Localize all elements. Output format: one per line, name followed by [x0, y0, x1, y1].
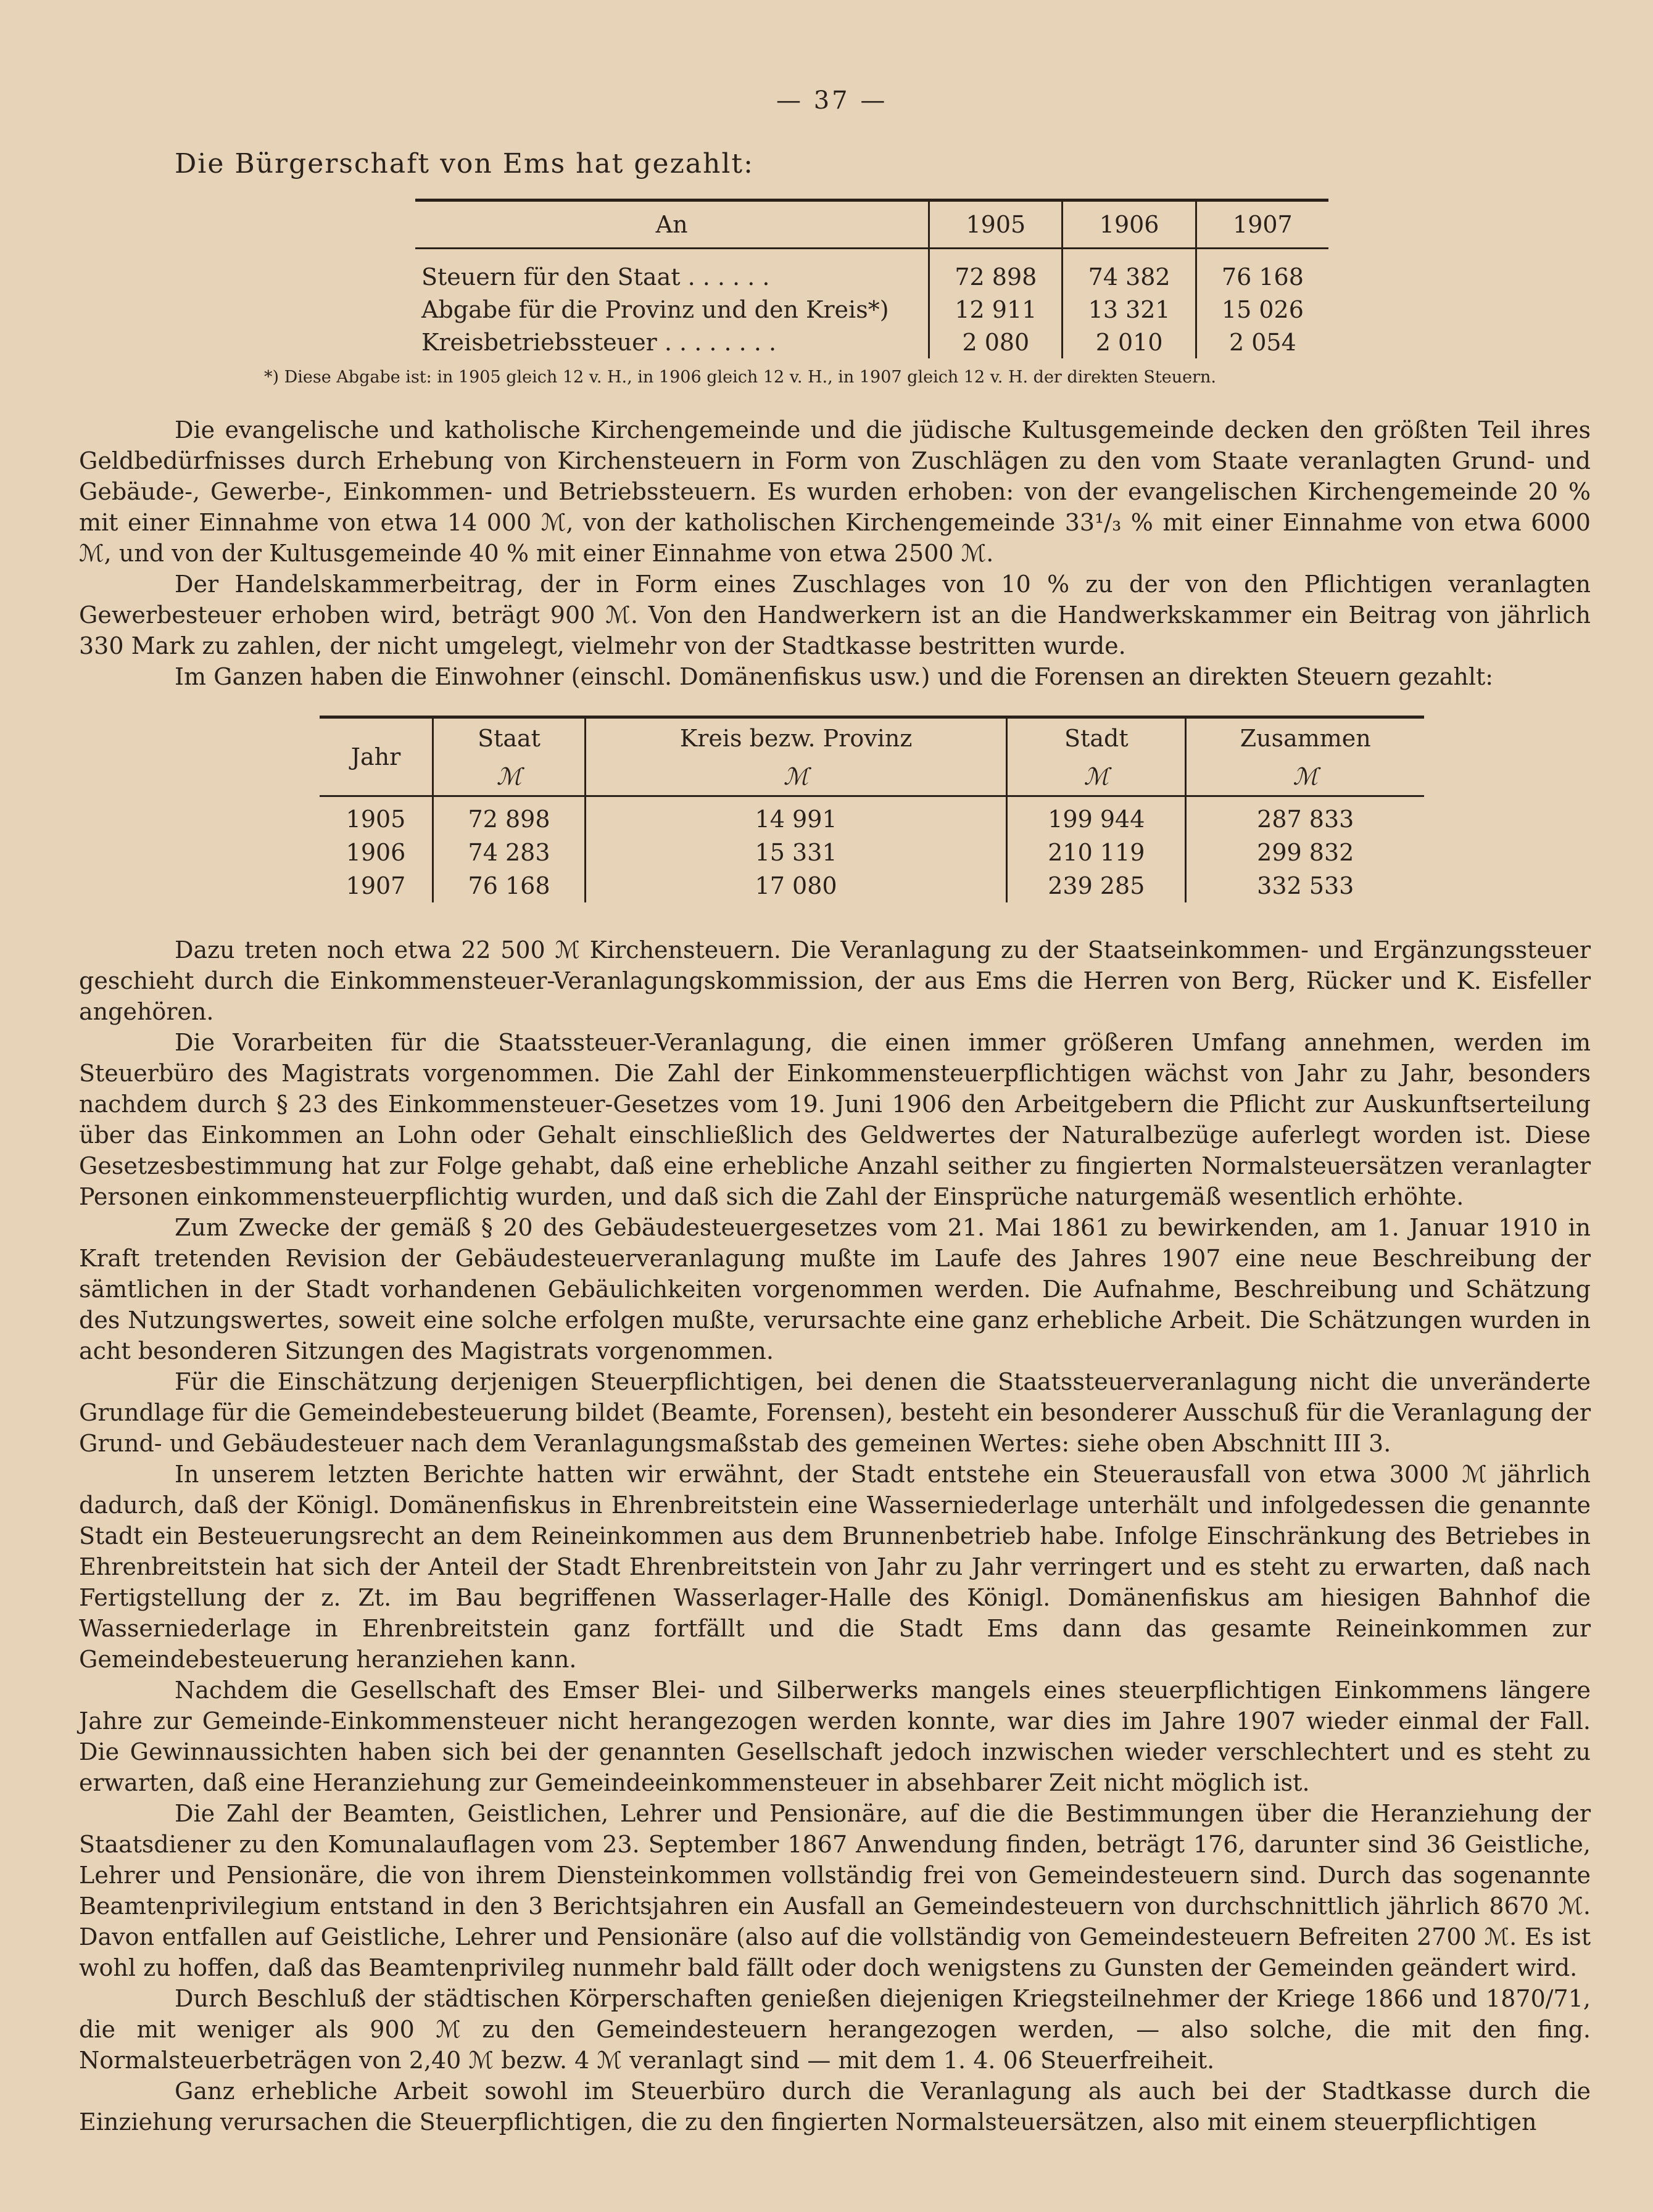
cell-value: 2 010 [1063, 326, 1196, 358]
cell-value: 15 026 [1221, 295, 1304, 323]
cell-value: 15 331 [586, 836, 1007, 869]
cell-value: 74 382 [1063, 249, 1196, 294]
cell-value: 287 833 [1257, 806, 1354, 833]
cell-value: 299 832 [1257, 839, 1354, 866]
paragraph: Durch Beschluß der städtischen Körperschaften genießen diejenigen Kriegsteilnehmer der Kriege 1866 und 1870/71, die mit weniger als 900 ℳ zu den Gemeindesteuern herangezogen werden, — also solche, die mit den fing. Normalsteuerbeträgen von 2,40 ℳ bezw. 4 ℳ veranlagt sind — mit dem 1. 4. 06 Steuerfreiheit. [79, 1985, 1591, 2074]
table-header-row [415, 202, 1328, 249]
paragraph: Dazu treten noch etwa 22 500 ℳ Kirchensteuern. Die Veranlagung zu der Staatseinkommen- und Ergänzungssteuer geschieht durch die Einkommensteuer-Veranlagungskommission, der aus Ems die Herren von Berg, Rücker und K. Eisfeller angehören. [79, 936, 1591, 1025]
page-number: — 37 — [776, 86, 888, 115]
cell-value: 17 080 [586, 869, 1007, 902]
column-header-kreis: Kreis bezw. Provinz [586, 719, 1007, 758]
cell-value: 2 080 [929, 326, 1063, 358]
cell-value: 210 119 [1007, 836, 1186, 869]
cell-value: 13 321 [1063, 293, 1196, 326]
row-year: 1906 [320, 836, 433, 869]
column-header-stadt: Stadt [1007, 719, 1186, 758]
paragraph: Ganz erhebliche Arbeit sowohl im Steuerbüro durch die Veranlagung als auch bei der Stadtkasse durch die Einziehung verursachen die Steuerpflichtigen, die zu den fingierten Normalsteuersätzen, also mit einem steuerpflichtigen [79, 2078, 1591, 2136]
row-year: 1905 [320, 796, 433, 836]
paragraph: Zum Zwecke der gemäß § 20 des Gebäudesteuergesetzes vom 21. Mai 1861 zu bewirkenden, am 1. Januar 1910 in Kraft tretenden Revision der Gebäudesteuerveranlagung mußte im Laufe des Jahres 1907 eine neue Beschreibung der sämtlichen in der Stadt vorhandenen Gebäulichkeiten vorgenommen werden. Die Aufnahme, Beschreibung und Schätzung des Nutzungswertes, soweit eine solche erfolgen mußte, verursachte eine ganz erhebliche Arbeit. Die Schätzungen wurden in acht besonderen Sitzungen des Magistrats vorgenommen. [79, 1214, 1591, 1364]
body-block-1 [79, 415, 1591, 692]
column-header-staat: Staat [433, 719, 586, 758]
cell-value: 76 168 [433, 869, 586, 902]
total-tax-table [320, 716, 1424, 902]
row-label: Abgabe für die Provinz und den Kreis*) [415, 293, 929, 326]
table-row [320, 869, 1424, 902]
table-row [415, 326, 1328, 358]
unit-mark: ℳ [1186, 758, 1424, 796]
paragraph: In unserem letzten Berichte hatten wir erwähnt, der Stadt entstehe ein Steuerausfall von etwa 3000 ℳ jährlich dadurch, daß der Königl. Domänenfiskus in Ehrenbreitstein eine Wasserniederlage unterhält und infolgedessen die genannte Stadt ein Besteuerungsrecht an dem Reineinkommen aus dem Brunnenbetrieb habe. Infolge Einschränkung des Betriebes in Ehrenbreitstein hat sich der Anteil der Stadt Ehrenbreitstein von Jahr zu Jahr verringert und es steht zu erwarten, daß nach Fertigstellung der z. Zt. im Bau begriffenen Wasserlager-Halle des Königl. Domänenfiskus am hiesigen Bahnhof die Wasserniederlage in Ehrenbreitstein ganz fortfällt und die Stadt Ems dann das gesamte Reineinkommen zur Gemeindebesteuerung heranziehen kann. [79, 1461, 1591, 1673]
unit-mark: ℳ [586, 758, 1007, 796]
body-block-2 [79, 935, 1591, 2137]
paragraph: Die Vorarbeiten für die Staatssteuer-Veranlagung, die einen immer größeren Umfang annehmen, werden im Steuerbüro des Magistrats vorgenommen. Die Zahl der Einkommensteuerpflichtigen wächst von Jahr zu Jahr, besonders nachdem durch § 23 des Einkommensteuer-Gesetzes vom 19. Juni 1906 den Arbeitgebern die Pflicht zur Auskunftserteilung über das Einkommen an Lohn oder Gehalt einschließlich des Geldwertes der Naturalbezüge auferlegt worden ist. Diese Gesetzesbestimmung hat zur Folge gehabt, daß eine erhebliche Anzahl seither zu fingierten Normalsteuersätzen veranlagter Personen einkommensteuerpflichtig wurden, und daß sich die Zahl der Einsprüche naturgemäß wesentlich erhöhte. [79, 1029, 1591, 1210]
unit-mark: ℳ [433, 758, 586, 796]
table-row [415, 249, 1328, 294]
cell-value: 74 283 [433, 836, 586, 869]
paragraph: Die Zahl der Beamten, Geistlichen, Lehrer und Pensionäre, auf die die Bestimmungen über die Heranziehung der Staatsdiener zu den Komunalauflagen vom 23. September 1867 Anwendung finden, beträgt 176, darunter sind 36 Geistliche, Lehrer und Pensionäre, die von ihrem Diensteinkommen vollständig frei von Gemeindesteuern sind. Durch das sogenannte Beamtenprivilegium entstand in den 3 Berichtsjahren ein Ausfall an Gemeindesteuern von durchschnittlich jährlich 8670 ℳ. Davon entfallen auf Geistliche, Lehrer und Pensionäre (also auf die vollständig von Gemeindesteuern Befreiten 2700 ℳ. Es ist wohl zu hoffen, daß das Beamtenprivileg nunmehr bald fällt oder doch wenigstens zu Gunsten der Gemeinden geändert wird. [79, 1800, 1591, 1981]
row-year: 1907 [320, 869, 433, 902]
cell-value: 332 533 [1257, 872, 1354, 899]
column-header-an: An [415, 202, 929, 249]
table-row [320, 836, 1424, 869]
column-header-zusammen: Zusammen [1240, 725, 1371, 752]
row-label: Kreisbetriebssteuer . . . . . . . . [415, 326, 929, 358]
cell-value: 76 168 [1221, 263, 1304, 291]
row-label: Steuern für den Staat . . . . . . [415, 249, 929, 294]
cell-value: 2 054 [1228, 328, 1296, 356]
cell-value: 239 285 [1007, 869, 1186, 902]
citizen-tax-table [415, 199, 1328, 358]
table-header-row [320, 719, 1424, 758]
unit-mark: ℳ [1007, 758, 1186, 796]
cell-value: 199 944 [1007, 796, 1186, 836]
cell-value: 14 991 [586, 796, 1007, 836]
table-row [415, 293, 1328, 326]
cell-value: 12 911 [929, 293, 1063, 326]
paragraph: Nachdem die Gesellschaft des Emser Blei- und Silberwerks mangels eines steuerpflichtigen Einkommens längere Jahre zur Gemeinde-Einkommensteuer nicht herangezogen werden konnte, war dies im Jahre 1907 wieder einmal der Fall. Die Gewinnaussichten haben sich bei der genannten Gesellschaft jedoch inzwischen wieder verschlechtert und es steht zu erwarten, daß eine Heranziehung zur Gemeindeeinkommensteuer in absehbarer Zeit nicht möglich ist. [79, 1677, 1591, 1796]
cell-value: 72 898 [929, 249, 1063, 294]
column-header-1906: 1906 [1063, 202, 1196, 249]
column-header-jahr: Jahr [320, 719, 433, 796]
paragraph: Für die Einschätzung derjenigen Steuerpflichtigen, bei denen die Staatssteuerveranlagung nicht die unveränderte Grundlage für die Gemeindebesteuerung bildet (Beamte, Forensen), besteht ein besonderer Ausschuß für die Veranlagung der Grund- und Gebäudesteuer nach dem Veranlagungsmaßstab des gemeinen Wertes: siehe oben Abschnitt III 3. [79, 1368, 1591, 1457]
paragraph: Im Ganzen haben die Einwohner (einschl. Domänenfiskus usw.) und die Forensen an direkten Steuern gezahlt: [175, 663, 1494, 690]
column-header-1907: 1907 [1196, 202, 1328, 249]
unit-row [320, 758, 1424, 796]
table-row [320, 796, 1424, 836]
section-heading: Die Bürgerschaft von Ems hat gezahlt: [175, 148, 754, 180]
table-footnote: *) Diese Abgabe ist: in 1905 gleich 12 v. H., in 1906 gleich 12 v. H., in 1907 gleich 12 v. H. der direkten Steuern. [264, 368, 1216, 387]
cell-value: 72 898 [433, 796, 586, 836]
paragraph: Der Handelskammerbeitrag, der in Form eines Zuschlages von 10 % zu der von den Pflichtigen veranlagten Gewerbesteuer erhoben wird, beträgt 900 ℳ. Von den Handwerkern ist an die Handwerkskammer ein Beitrag von jährlich 330 Mark zu zahlen, der nicht umgelegt, vielmehr von der Stadtkasse bestritten wurde. [79, 571, 1591, 659]
column-header-1905: 1905 [929, 202, 1063, 249]
paragraph: Die evangelische und katholische Kirchengemeinde und die jüdische Kultusgemeinde decken den größten Teil ihres Geldbedürfnisses durch Erhebung von Kirchensteuern in Form von Zuschlägen zu den vom Staate veranlagten Grund- und Gebäude-, Gewerbe-, Einkommen- und Betriebssteuern. Es wurden erhoben: von der evangelischen Kirchengemeinde 20 % mit einer Einnahme von etwa 14 000 ℳ, von der katholischen Kirchengemeinde 33¹/₃ % mit einer Einnahme von etwa 6000 ℳ, und von der Kultusgemeinde 40 % mit einer Einnahme von etwa 2500 ℳ. [79, 416, 1591, 567]
